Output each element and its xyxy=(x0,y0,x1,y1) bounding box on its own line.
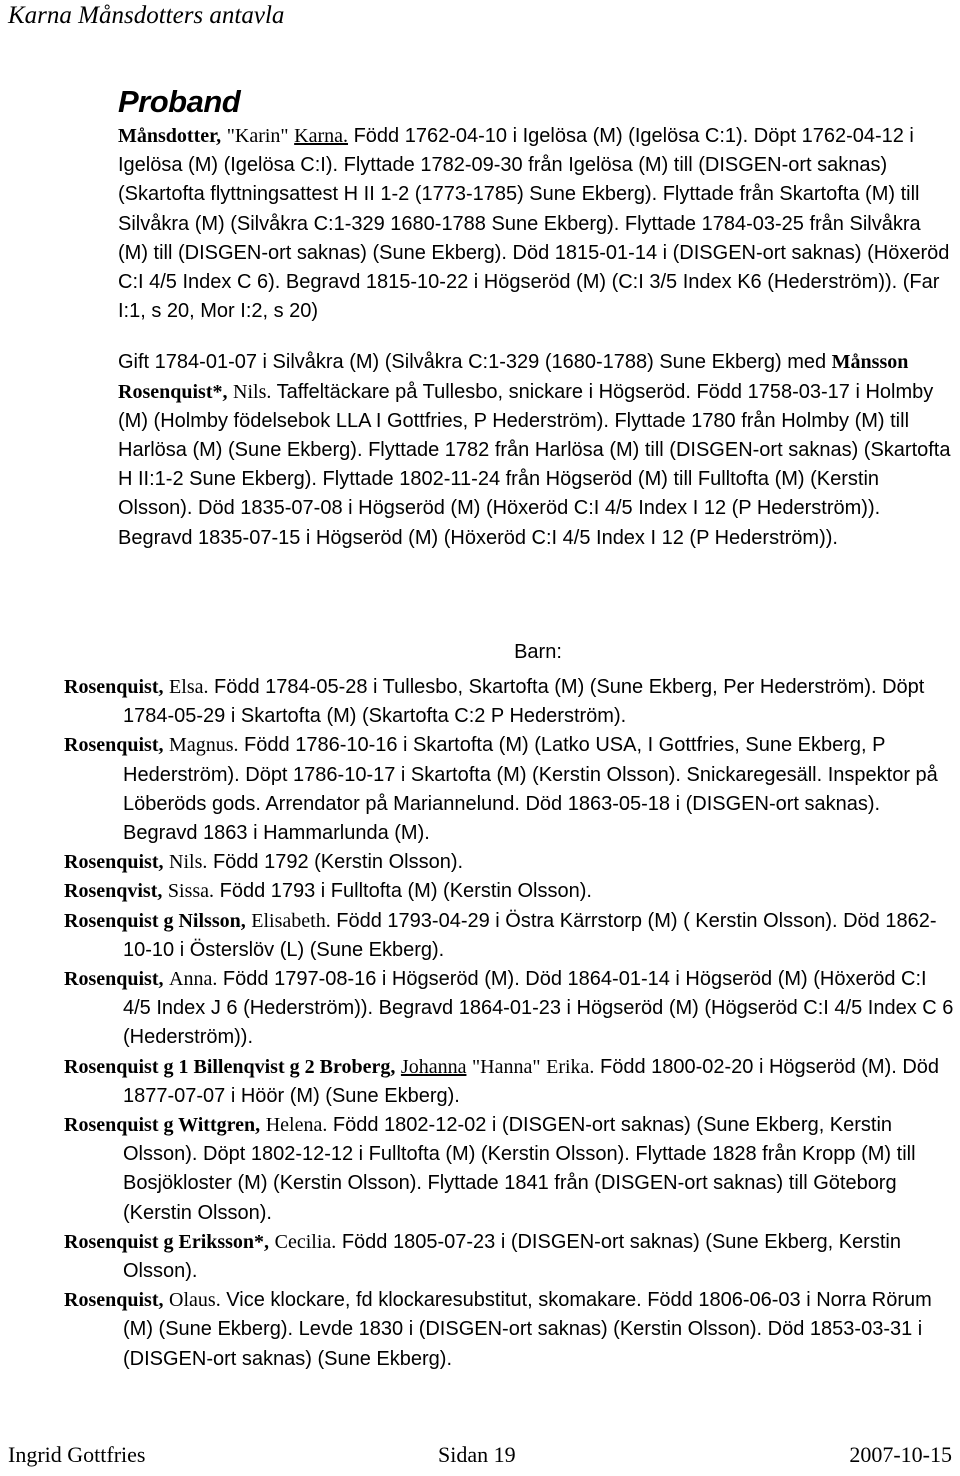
child-text: Vice klockare, fd klockaresubstitut, skomakare. Född 1806-06-03 i Norra Rörum (M) (Sune Ekberg). Levde 1830 i (DISGEN-ort saknas) (Kerstin Olsson). Död 1853-03-31 i (DISGEN-ort saknas) (Sune Ekberg). xyxy=(123,1289,932,1370)
child-surname: Rosenquist, xyxy=(64,851,164,874)
child-entry xyxy=(64,731,954,848)
child-surname: Rosenqvist, xyxy=(64,880,163,903)
child-text: Född 1800-02-20 i Högseröd (M). Död 1877-07-07 i Höör (M) (Sune Ekberg). xyxy=(123,1055,940,1107)
proband-section xyxy=(118,82,954,553)
children-label xyxy=(0,638,960,667)
child-text: Född 1786-10-16 i Skartofta (M) (Latko USA, I Gottfries, Sune Ekberg, P Hederström). Döpt 1786-10-17 i Skartofta (M) (Kerstin Olsson). Snickaregesäll. Inspektor på Löberöds gods. Arrendator på Mariannelund. Död 1863-05-18 i (DISGEN-ort saknas). Begravd 1863 i Hammarlunda (M). xyxy=(123,734,938,845)
child-surname: Rosenquist, xyxy=(64,1289,164,1312)
marriage-entry xyxy=(118,348,954,552)
children-label-text: Barn: xyxy=(514,641,562,663)
child-surname: Rosenquist g Eriksson*, xyxy=(64,1230,270,1253)
child-entry xyxy=(64,1228,954,1286)
child-given-name-2: Erika. xyxy=(546,1055,595,1078)
proband-heading: Proband xyxy=(118,84,241,119)
marriage-text-b: Taffeltäckare på Tullesbo, snickare i Högseröd. Född 1758-03-17 i Holmby (M) (Holmby födelsebok LLA I Gottfries, P Hederström). Flyttade 1780 från Holmby (M) till Harlösa (M) (Sune Ekberg). Flyttade 1782 från Harlösa (M) till (DISGEN-ort saknas) (Skartofta H II:1-2 Sune Ekberg). Flyttade 1802-11-24 från Högseröd (M) till Fulltofta (M) (Kerstin Olsson). Död 1835-07-08 i Högseröd (M) (Höxeröd C:I 4/5 Index I 12 (P Hederström)). Begravd 1835-07-15 i Högseröd (M) (Höxeröd C:I 4/5 Index I 12 (P Hederström)). xyxy=(118,380,951,549)
child-entry xyxy=(64,848,954,877)
proband-nickname: "Karin" xyxy=(226,125,289,147)
child-given-name: Helena. xyxy=(265,1114,328,1137)
child-text: Född 1802-12-02 i (DISGEN-ort saknas) (Sune Ekberg, Kerstin Olsson). Döpt 1802-12-12 i Fulltofta (M) (Kerstin Olsson). Flyttade 1828 från Kropp (M) till Bosjökloster (M) (Kerstin Olsson). Flyttade 1841 från (DISGEN-ort saknas) till Göteborg (Kerstin Olsson). xyxy=(123,1114,916,1224)
child-given-name: Elisabeth. xyxy=(251,909,331,932)
child-surname: Rosenquist g 1 Billenqvist g 2 Broberg, xyxy=(64,1055,396,1078)
child-nickname: "Hanna" xyxy=(472,1055,541,1078)
child-given-name: Olaus. xyxy=(169,1289,221,1312)
child-given-name: Johanna xyxy=(400,1055,467,1078)
child-surname: Rosenquist, xyxy=(64,968,164,991)
proband-entry xyxy=(118,122,954,326)
child-given-name: Cecilia. xyxy=(274,1230,337,1253)
child-surname: Rosenquist, xyxy=(64,676,164,698)
child-text: Född 1784-05-28 i Tullesbo, Skartofta (M) (Sune Ekberg, Per Hederström). Döpt 1784-05-29 i Skartofta (M) (Skartofta C:2 P Hederström). xyxy=(123,676,925,728)
child-surname: Rosenquist g Wittgren, xyxy=(64,1114,261,1137)
child-given-name: Nils. xyxy=(169,851,208,874)
child-surname: Rosenquist g Nilsson, xyxy=(64,909,246,932)
child-entry xyxy=(64,907,954,965)
child-entry xyxy=(64,1111,954,1228)
child-text: Född 1792 (Kerstin Olsson). xyxy=(207,851,464,874)
footer-author: Ingrid Gottfries xyxy=(8,1442,146,1467)
spouse-given-name: Nils. xyxy=(233,380,272,403)
spouse-surname: Månsson Rosenquist*, xyxy=(118,351,909,403)
child-given-name: Elsa. xyxy=(169,676,209,698)
page-footer xyxy=(8,1440,952,1470)
child-given-name: Sissa. xyxy=(167,880,215,903)
marriage-text-a: Gift 1784-01-07 i Silvåkra (M) (Silvåkra C:1-329 (1680-1788) Sune Ekberg) med xyxy=(118,351,832,374)
proband-given-name: Karna. xyxy=(294,125,349,147)
running-head-title: Karna Månsdotters antavla xyxy=(8,2,285,29)
child-given-name: Magnus. xyxy=(169,734,239,757)
child-entry xyxy=(64,877,954,906)
child-entry xyxy=(64,673,954,731)
child-surname: Rosenquist, xyxy=(64,734,164,757)
child-text: Född 1805-07-23 i (DISGEN-ort saknas) (Sune Ekberg, Kerstin Olsson). xyxy=(123,1230,901,1283)
child-entry xyxy=(64,1286,954,1374)
children-list xyxy=(64,673,954,1374)
child-entry xyxy=(64,1053,954,1111)
footer-page-number: Sidan 19 xyxy=(438,1442,516,1467)
child-entry xyxy=(64,965,954,1053)
footer-date: 2007-10-15 xyxy=(849,1442,952,1467)
child-given-name: Anna. xyxy=(169,968,218,991)
child-text: Född 1793 i Fulltofta (M) (Kerstin Olsson). xyxy=(214,880,592,903)
child-text: Född 1793-04-29 i Östra Kärrstorp (M) ( Kerstin Olsson). Död 1862-10-10 i Österslöv (L) (Sune Ekberg). xyxy=(123,909,937,961)
proband-text: Född 1762-04-10 i Igelösa (M) (Igelösa C:1). Döpt 1762-04-12 i Igelösa (M) (Igelösa C:I). Flyttade 1782-09-30 från Igelösa (M) till (DISGEN-ort saknas) (Skartofta flyttningsattest H II 1-2 (1773-1785) Sune Ekberg). Flyttade från Skartofta (M) till Silvåkra (M) (Silvåkra C:1-329 1680-1788 Sune Ekberg). Flyttade 1784-03-25 från Silvåkra (M) till (DISGEN-ort saknas) (Sune Ekberg). Död 1815-01-14 i (DISGEN-ort saknas) (Höxeröd C:I 4/5 Index C 6). Begravd 1815-10-22 i Högseröd (M) (C:I 3/5 Index K6 (Hederström)). (Far I:1, s 20, Mor I:2, s 20) xyxy=(118,125,950,323)
proband-surname: Månsdotter, xyxy=(118,125,222,147)
child-text: Född 1797-08-16 i Högseröd (M). Död 1864-01-14 i Högseröd (M) (Höxeröd C:I 4/5 Index J 6 (Hederström)). Begravd 1864-01-23 i Högseröd (M) (Högseröd C:I 4/5 Index C 6 (Hederström)). xyxy=(123,968,954,1049)
